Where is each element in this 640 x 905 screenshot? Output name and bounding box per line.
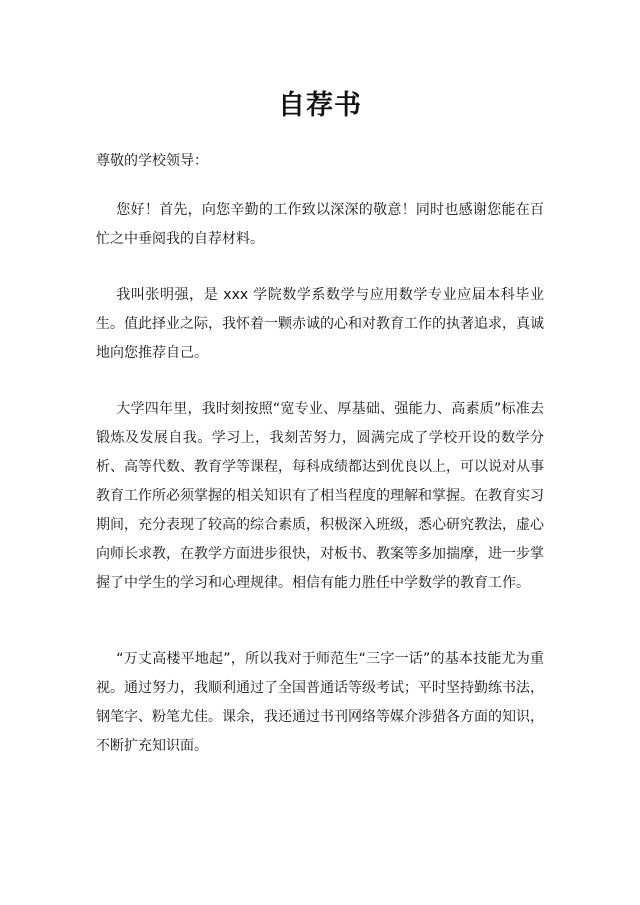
paragraph-teaching-skills: “万丈高楼平地起”，所以我对于师范生“三字一话”的基本技能尤为重视。通过努力，我顺利通过了全国普通话等级考试；平时坚持勤练书法，钢笔字、粉笔尤佳。课余，我还通过书刊网络等媒介涉猎各方面的知识，不断扩充知识面。 [96,651,544,754]
paragraph-university-study: 大学四年里，我时刻按照“宽专业、厚基础、强能力、高素质”标准去锻炼及发展自我。学习上，我刻苦努力，圆满完成了学校开设的数学分析、高等代数、教育学等课程，每科成绩都达到优良以上，可以说对从事教育工作所必须掌握的相关知识有了相当程度的理解和掌握。在教育实习期间，充分表现了较高的综合素质，积极深入班级，悉心研究教法，虚心向师长求教，在教学方面进步很快，对板书、教案等多加揣摩，进一步掌握了中学生的学习和心理规律。相信有能力胜任中学数学的教育工作。 [96,401,544,591]
salutation: 尊敬的学校领导： [96,153,208,169]
paragraph-greeting: 您好！首先，向您辛勤的工作致以深深的敬意！同时也感谢您能在百忙之中垂阅我的自荐材料。 [96,202,544,247]
document-title: 自荐书 [278,90,362,121]
paragraph-introduction: 我叫张明强，是 xxx 学院数学系数学与应用数学专业应届本科毕业生。值此择业之际，我怀着一颗赤诚的心和对教育工作的执著追求，真诚地向您推荐自己。 [96,287,544,361]
